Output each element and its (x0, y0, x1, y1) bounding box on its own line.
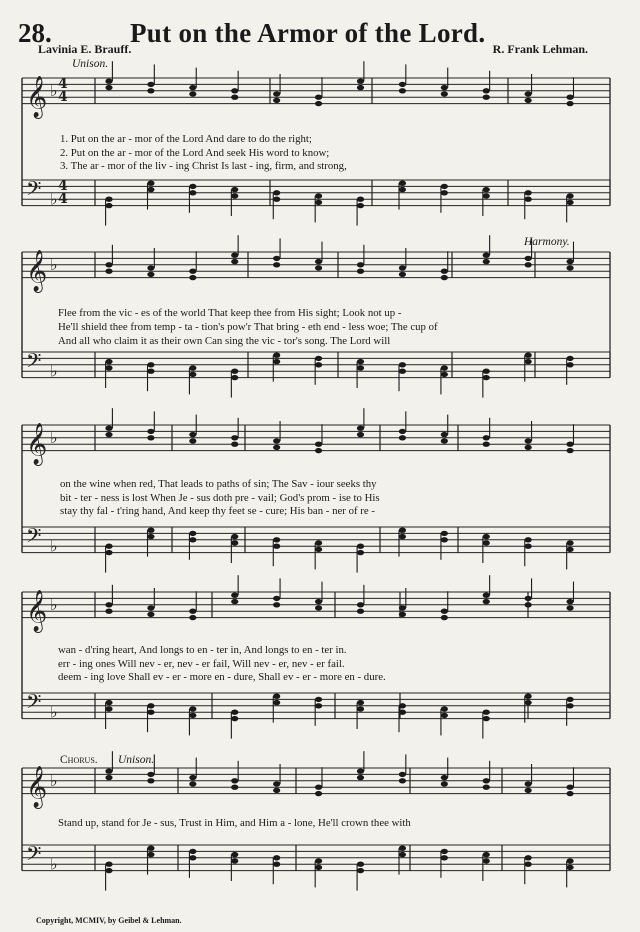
note-head (566, 265, 573, 270)
note-head (147, 772, 154, 777)
note-head (525, 359, 532, 364)
note-head (566, 95, 573, 100)
note-head (525, 596, 532, 601)
note-head (525, 544, 532, 549)
chorus-unison-marking: Unison. (118, 754, 155, 766)
note-head (315, 785, 322, 790)
lyric-line: He'll shield thee from temp - ta - tion's pow'r That bring - eth end - less woe; The cup of (58, 321, 438, 333)
note-head (566, 547, 573, 552)
note-head (441, 365, 448, 370)
note-head (566, 858, 573, 863)
note-head (566, 540, 573, 545)
hymn-title: Put on the Armor of the Lord. (130, 18, 486, 48)
note-head (231, 534, 238, 539)
chorus-label: Chorus. (60, 754, 98, 766)
note-head (483, 716, 490, 721)
note-head (357, 868, 364, 873)
note-head (525, 781, 532, 786)
note-head (566, 448, 573, 453)
note-head (105, 262, 112, 267)
note-head (105, 544, 112, 549)
note-head (189, 372, 196, 377)
treble-clef-icon: 𝄞 (26, 766, 48, 808)
note-head (399, 534, 406, 539)
note-head (525, 91, 532, 96)
note-head (273, 91, 280, 96)
note-head (483, 442, 490, 447)
note-head (189, 85, 196, 90)
note-head (566, 599, 573, 604)
note-head (273, 855, 280, 860)
note-head (566, 193, 573, 198)
note-head (147, 846, 154, 851)
note-head (566, 791, 573, 796)
note-head (483, 852, 490, 857)
note-head (441, 372, 448, 377)
bass-clef-icon: 𝄢 (26, 690, 42, 719)
flat-key-icon: ♭ (50, 361, 58, 381)
note-head (483, 710, 490, 715)
note-head (483, 778, 490, 783)
note-head (525, 256, 532, 261)
flat-key-icon: ♭ (50, 427, 58, 447)
note-head (525, 445, 532, 450)
note-head (105, 550, 112, 555)
note-head (273, 190, 280, 195)
harmony-marking: Harmony. (524, 236, 570, 248)
note-head (483, 534, 490, 539)
note-head (273, 262, 280, 267)
note-head (357, 365, 364, 370)
note-head (105, 426, 112, 431)
note-head (189, 537, 196, 542)
note-head (525, 262, 532, 267)
note-head (231, 710, 238, 715)
note-head (105, 365, 112, 370)
note-head (189, 531, 196, 536)
note-head (441, 184, 448, 189)
lyric-line: And all who claim it as their own Can sing the vic - tor's song. The Lord will (58, 335, 391, 347)
note-head (441, 781, 448, 786)
note-head (357, 550, 364, 555)
note-head (399, 265, 406, 270)
lyric-line: 1. Put on the ar - mor of the Lord And dare to do the right; (60, 133, 312, 145)
note-head (147, 88, 154, 93)
hymn-number: 28. (18, 18, 52, 48)
note-head (566, 362, 573, 367)
note-head (566, 259, 573, 264)
note-head (357, 79, 364, 84)
composer-credit: R. Frank Lehman. (492, 42, 588, 56)
note-head (399, 612, 406, 617)
note-head (441, 91, 448, 96)
note-head (273, 256, 280, 261)
note-head (483, 593, 490, 598)
note-head (147, 429, 154, 434)
note-head (483, 785, 490, 790)
note-head (147, 703, 154, 708)
note-head (441, 615, 448, 620)
note-head (105, 602, 112, 607)
note-head (231, 540, 238, 545)
note-head (105, 609, 112, 614)
note-head (231, 716, 238, 721)
note-head (315, 95, 322, 100)
note-head (315, 448, 322, 453)
note-head (399, 88, 406, 93)
note-head (525, 353, 532, 358)
note-head (105, 359, 112, 364)
note-head (273, 602, 280, 607)
note-head (357, 769, 364, 774)
note-head (231, 442, 238, 447)
note-head (525, 602, 532, 607)
note-head (315, 200, 322, 205)
note-head (357, 602, 364, 607)
note-head (399, 82, 406, 87)
note-head (357, 775, 364, 780)
copyright-notice: Copyright, MCMIV, by Geibel & Lehman. (36, 916, 182, 925)
note-head (315, 362, 322, 367)
note-head (399, 852, 406, 857)
note-head (105, 197, 112, 202)
note-head (105, 79, 112, 84)
note-head (566, 442, 573, 447)
lyric-line: on the wine when red, That leads to paths of sin; The Sav - iour seeks thy (60, 478, 377, 490)
time-signature: 4 (58, 191, 68, 207)
note-head (525, 855, 532, 860)
note-head (525, 694, 532, 699)
bass-clef-icon: 𝄢 (26, 842, 42, 871)
note-head (231, 599, 238, 604)
note-head (315, 599, 322, 604)
note-head (273, 788, 280, 793)
time-signature: 4 (58, 178, 68, 194)
treble-clef-icon: 𝄞 (26, 423, 48, 465)
flat-key-icon: ♭ (50, 80, 58, 100)
note-head (189, 432, 196, 437)
note-head (441, 609, 448, 614)
bass-clef-icon: 𝄢 (26, 524, 42, 553)
note-head (273, 197, 280, 202)
note-head (105, 432, 112, 437)
note-head (357, 262, 364, 267)
note-head (566, 200, 573, 205)
note-head (483, 369, 490, 374)
note-head (189, 849, 196, 854)
note-head (231, 253, 238, 258)
note-head (399, 181, 406, 186)
treble-clef-icon: 𝄞 (26, 250, 48, 292)
note-head (273, 359, 280, 364)
note-head (189, 269, 196, 274)
note-head (483, 599, 490, 604)
note-head (273, 596, 280, 601)
note-head (315, 442, 322, 447)
note-head (315, 193, 322, 198)
note-head (315, 697, 322, 702)
note-head (441, 275, 448, 280)
note-head (315, 547, 322, 552)
note-head (147, 181, 154, 186)
note-head (483, 375, 490, 380)
note-head (566, 785, 573, 790)
note-head (483, 253, 490, 258)
note-head (399, 846, 406, 851)
note-head (566, 865, 573, 870)
lyric-line: Stand up, stand for Je - sus, Trust in Him, and Him a - lone, He'll crown thee with (58, 817, 411, 829)
note-head (273, 544, 280, 549)
note-head (105, 706, 112, 711)
note-head (525, 190, 532, 195)
lyric-line: err - ing ones Will nev - er, nev - er fail, Will nev - er, nev - er fail. (58, 658, 345, 670)
note-head (231, 852, 238, 857)
note-head (147, 272, 154, 277)
note-head (525, 788, 532, 793)
note-head (483, 435, 490, 440)
note-head (441, 531, 448, 536)
note-head (315, 865, 322, 870)
note-head (357, 85, 364, 90)
note-head (483, 540, 490, 545)
note-head (189, 438, 196, 443)
note-head (399, 369, 406, 374)
note-head (399, 528, 406, 533)
note-head (357, 359, 364, 364)
note-head (399, 772, 406, 777)
note-head (566, 356, 573, 361)
note-head (147, 778, 154, 783)
note-head (525, 862, 532, 867)
note-head (189, 91, 196, 96)
note-head (399, 362, 406, 367)
note-head (483, 88, 490, 93)
flat-key-icon: ♭ (50, 702, 58, 722)
note-head (105, 85, 112, 90)
note-head (357, 706, 364, 711)
note-head (147, 435, 154, 440)
note-head (399, 778, 406, 783)
note-head (273, 781, 280, 786)
note-head (273, 445, 280, 450)
lyric-line: wan - d'ring heart, And longs to en - ter in, And longs to en - ter in. (58, 644, 347, 656)
note-head (399, 703, 406, 708)
note-head (147, 369, 154, 374)
note-head (105, 868, 112, 873)
note-head (315, 858, 322, 863)
flat-key-icon: ♭ (50, 536, 58, 556)
note-head (357, 197, 364, 202)
note-head (525, 537, 532, 542)
bass-clef-icon: 𝄢 (26, 177, 42, 206)
note-head (399, 605, 406, 610)
note-head (566, 703, 573, 708)
note-head (105, 862, 112, 867)
note-head (189, 615, 196, 620)
note-head (231, 375, 238, 380)
lyric-line: 2. Put on the ar - mor of the Lord And seek His word to know; (60, 147, 330, 159)
bass-clef-icon: 𝄢 (26, 349, 42, 378)
note-head (105, 700, 112, 705)
note-head (357, 609, 364, 614)
note-head (105, 269, 112, 274)
note-head (357, 203, 364, 208)
note-head (231, 369, 238, 374)
note-head (483, 259, 490, 264)
note-head (189, 184, 196, 189)
note-head (525, 700, 532, 705)
note-head (273, 700, 280, 705)
note-head (189, 775, 196, 780)
note-head (105, 769, 112, 774)
note-head (525, 98, 532, 103)
note-head (189, 190, 196, 195)
lyric-line: 3. The ar - mor of the liv - ing Christ Is last - ing, firm, and strong, (60, 160, 347, 172)
note-head (147, 534, 154, 539)
note-head (525, 197, 532, 202)
note-head (147, 265, 154, 270)
note-head (357, 426, 364, 431)
flat-key-icon: ♭ (50, 594, 58, 614)
note-head (273, 438, 280, 443)
note-head (357, 269, 364, 274)
note-head (441, 706, 448, 711)
time-signature: 4 (58, 76, 68, 92)
note-head (315, 101, 322, 106)
note-head (231, 88, 238, 93)
note-head (273, 537, 280, 542)
note-head (483, 858, 490, 863)
lyric-line: bit - ter - ness is lost When Je - sus doth pre - vail; God's prom - ise to His (60, 492, 380, 504)
note-head (525, 438, 532, 443)
note-head (315, 791, 322, 796)
note-head (231, 435, 238, 440)
treble-clef-icon: 𝄞 (26, 76, 48, 118)
note-head (189, 275, 196, 280)
note-head (231, 593, 238, 598)
note-head (357, 544, 364, 549)
note-head (189, 365, 196, 370)
note-head (105, 203, 112, 208)
flat-key-icon: ♭ (50, 254, 58, 274)
note-head (147, 852, 154, 857)
note-head (189, 855, 196, 860)
note-head (231, 193, 238, 198)
note-head (231, 778, 238, 783)
note-head (441, 190, 448, 195)
note-head (441, 537, 448, 542)
lyric-line: Flee from the vic - es of the world That keep thee from His sight; Look not up - (58, 307, 402, 319)
note-head (357, 432, 364, 437)
note-head (357, 862, 364, 867)
note-head (147, 362, 154, 367)
note-head (105, 775, 112, 780)
note-head (273, 862, 280, 867)
note-head (399, 272, 406, 277)
note-head (273, 694, 280, 699)
flat-key-icon: ♭ (50, 189, 58, 209)
note-head (315, 259, 322, 264)
note-head (441, 855, 448, 860)
note-head (147, 605, 154, 610)
note-head (566, 101, 573, 106)
note-head (231, 187, 238, 192)
note-head (189, 706, 196, 711)
note-head (399, 187, 406, 192)
note-head (315, 703, 322, 708)
note-head (273, 98, 280, 103)
note-head (566, 697, 573, 702)
note-head (399, 429, 406, 434)
note-head (189, 781, 196, 786)
treble-clef-icon: 𝄞 (26, 590, 48, 632)
note-head (441, 849, 448, 854)
note-head (441, 85, 448, 90)
note-head (147, 612, 154, 617)
note-head (147, 82, 154, 87)
note-head (483, 95, 490, 100)
note-head (147, 710, 154, 715)
note-head (315, 265, 322, 270)
unison-marking: Unison. (72, 58, 109, 70)
note-head (357, 700, 364, 705)
lyricist-credit: Lavinia E. Brauff. (38, 42, 132, 56)
lyric-line: deem - ing love Shall ev - er - more en - dure, Shall ev - er - more en - dure. (58, 671, 386, 683)
note-head (189, 609, 196, 614)
note-head (399, 435, 406, 440)
flat-key-icon: ♭ (50, 854, 58, 874)
note-head (441, 438, 448, 443)
note-head (147, 528, 154, 533)
note-head (231, 785, 238, 790)
note-head (231, 95, 238, 100)
note-head (483, 193, 490, 198)
note-head (315, 540, 322, 545)
note-head (441, 432, 448, 437)
time-signature: 4 (58, 89, 68, 105)
note-head (189, 713, 196, 718)
lyric-line: stay thy fal - t'ring hand, And keep thy feet se - cure; His ban - ner of re - (60, 505, 375, 517)
note-head (566, 605, 573, 610)
note-head (231, 858, 238, 863)
flat-key-icon: ♭ (50, 770, 58, 790)
note-head (231, 259, 238, 264)
note-head (273, 353, 280, 358)
note-head (483, 187, 490, 192)
note-head (441, 269, 448, 274)
note-head (315, 356, 322, 361)
note-head (315, 605, 322, 610)
note-head (147, 187, 154, 192)
note-head (441, 713, 448, 718)
note-head (441, 775, 448, 780)
note-head (399, 710, 406, 715)
